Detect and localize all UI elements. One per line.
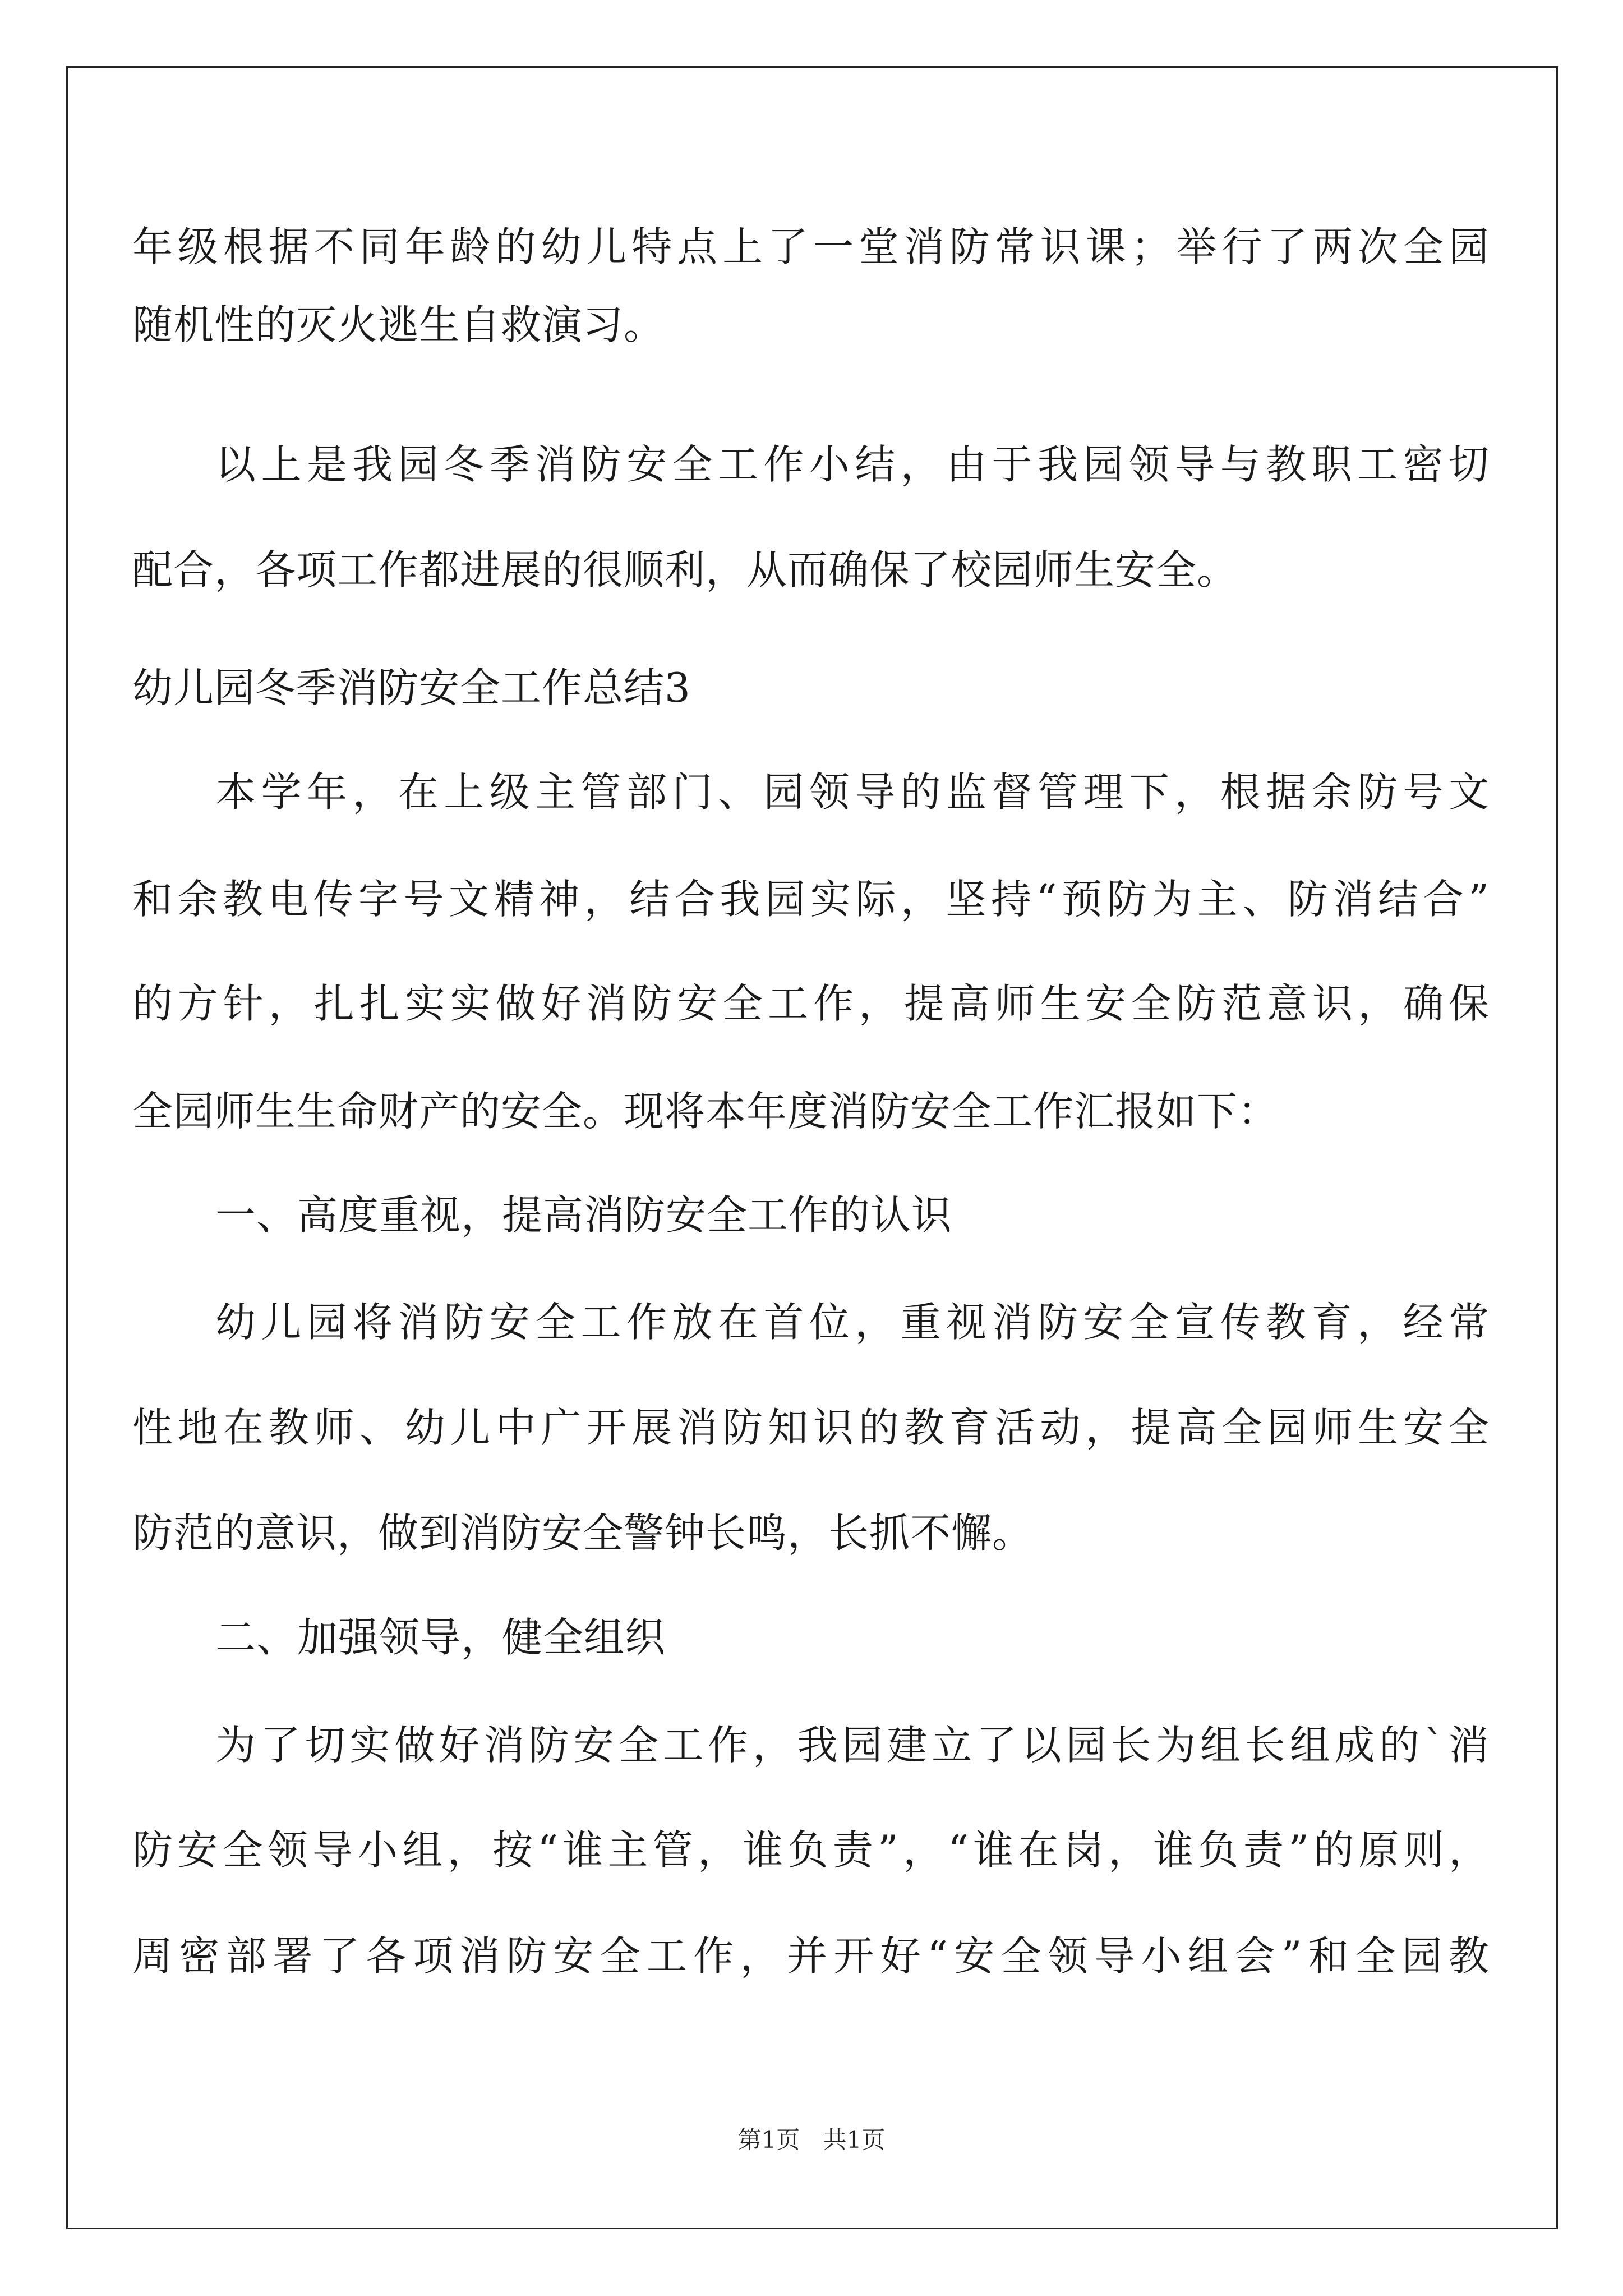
paragraph-line: 幼儿园将消防安全工作放在首位，重视消防安全宣传教育，经常 (215, 1299, 1490, 1346)
paragraph-line: 以上是我园冬季消防安全工作小结，由于我园领导与教职工密切 (215, 441, 1490, 488)
subsection-heading: 一、高度重视，提高消防安全工作的认识 (215, 1191, 953, 1239)
paragraph-line: 和余教电传字号文精神，结合我园实际，坚持“预防为主、防消结合” (132, 876, 1490, 923)
paragraph-line: 本学年，在上级主管部门、园领导的监督管理下，根据余防号文 (215, 769, 1490, 816)
page-total: 共1页 (823, 2126, 886, 2154)
section-heading: 幼儿园冬季消防安全工作总结3 (132, 664, 691, 711)
paragraph-line: 防范的意识，做到消防安全警钟长鸣，长抓不懈。 (132, 1510, 1034, 1557)
page-border (66, 66, 1558, 2229)
paragraph-line: 年级根据不同年龄的幼儿特点上了一堂消防常识课；举行了两次全园 (132, 223, 1490, 270)
subsection-heading: 二、加强领导，健全组织 (215, 1614, 666, 1661)
paragraph-line: 随机性的灭火逃生自救演习。 (132, 301, 665, 348)
paragraph-line: 的方针，扎扎实实做好消防安全工作，提高师生安全防范意识，确保 (132, 980, 1490, 1027)
paragraph-line: 全园师生生命财产的安全。现将本年度消防安全工作汇报如下： (132, 1088, 1279, 1135)
paragraph-line: 性地在教师、幼儿中广开展消防知识的教育活动，提高全园师生安全 (132, 1404, 1490, 1451)
paragraph-line: 周密部署了各项消防安全工作，并开好“安全领导小组会”和全园教 (132, 1932, 1490, 1980)
page-footer (0, 2128, 1623, 2152)
page-number: 第1页 (737, 2126, 800, 2154)
paragraph-line: 配合，各项工作都进展的很顺利，从而确保了校园师生安全。 (132, 546, 1238, 593)
paragraph-line: 为了切实做好消防安全工作，我园建立了以园长为组长组成的`消 (215, 1722, 1490, 1769)
paragraph-line: 防安全领导小组，按“谁主管，谁负责”，“谁在岗，谁负责”的原则， (132, 1826, 1490, 1874)
